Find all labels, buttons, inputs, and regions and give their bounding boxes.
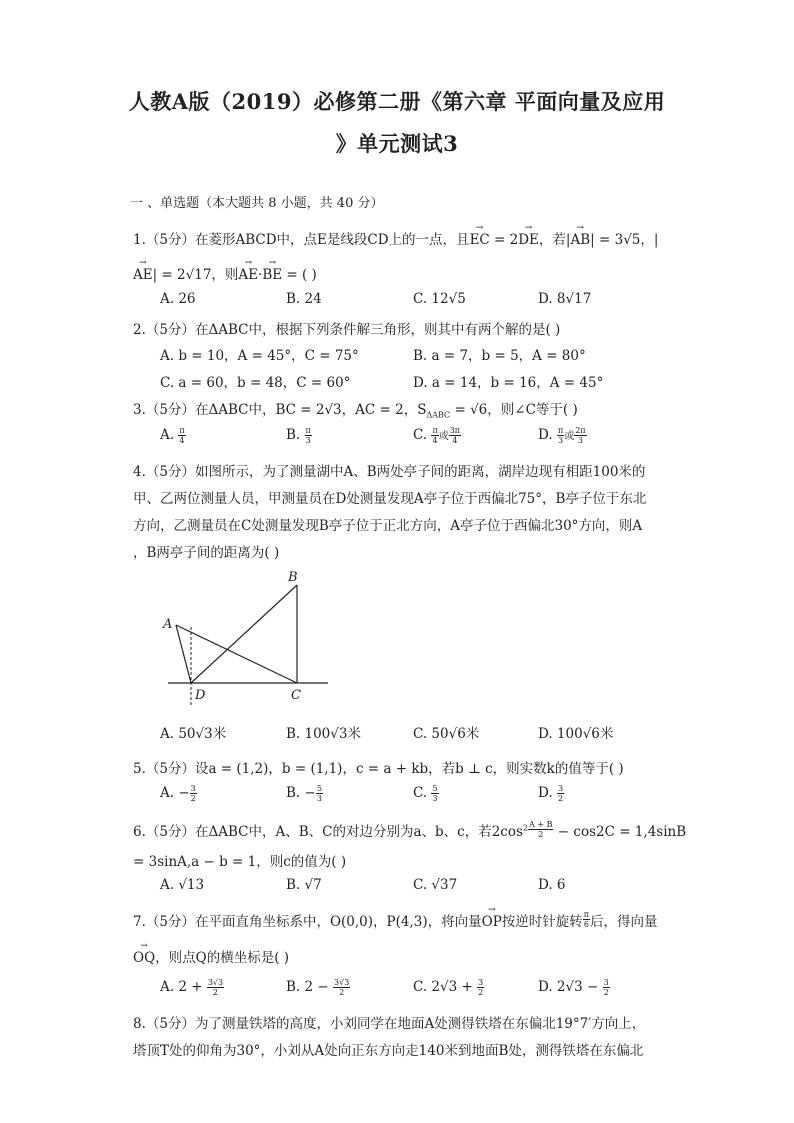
q3-option-d: D. $\frac{\pi}{3}$ 或 $\frac{2\pi}{3}$ [538,426,586,445]
label-D: D [195,688,206,703]
q7-option-a: A. 2 + $\frac{3√3}{2}$ [160,978,224,997]
q5-option-b: B. − $\frac{5}{3}$ [286,784,322,803]
q8-line1: 8.（5分）为了测量铁塔的高度，小刘同学在地面A处测得铁塔在东偏北19°7′方向上， [133,1016,646,1032]
q2-option-b: B. a = 7，b = 5，A = 80° [413,348,586,364]
q2-stem: 2.（5分）在ΔABC中，根据下列条件解三角形，则其中有两个解的是( ) [133,322,561,338]
label-A: A [163,617,173,632]
q7-option-d: D. 2√3 − $\frac{3}{2}$ [538,978,609,997]
q4-line1: 4.（5分）如图所示，为了测量湖中A、B两处亭子间的距离，湖岸边现有相距100米的 [133,464,646,480]
q1-option-b: B. 24 [286,291,322,307]
q6-option-b: B. √7 [286,877,322,893]
q7-option-b: B. 2 − $\frac{3√3}{2}$ [286,978,350,997]
q7-line2: → OQ，则点Q的横坐标是( ) [133,946,289,966]
doc-title-line1: 人教A版（2019）必修第二册《第六章 平面向量及应用 [128,89,666,114]
label-C: C [291,688,301,703]
q1-option-a: A. 26 [160,291,196,307]
q6-line2: = 3sinA,a − b = 1，则c的值为( ) [133,854,347,870]
q7-option-c: C. 2√3 + $\frac{3}{2}$ [413,978,484,997]
q4-option-a: A. 50√3米 [160,726,227,742]
q4-option-c: C. 50√6米 [413,726,480,742]
q1-line2: → AE| = 2√17，则→ AE·→ BE = ( ) [133,263,317,283]
q4-option-b: B. 100√3米 [286,726,361,742]
q2-option-d: D. a = 14，b = 16，A = 45° [413,375,604,391]
segment-AD [176,625,191,683]
q4-line4: ，B两亭子间的距离为( ) [133,545,280,561]
section-heading: 一 、单选题（本大题共 8 小题，共 40 分） [130,196,384,211]
q2-option-a: A. b = 10，A = 45°，C = 75° [160,348,359,364]
q2-option-c: C. a = 60，b = 48，C = 60° [160,375,351,391]
q4-option-d: D. 100√6米 [538,726,614,742]
q4-figure [160,565,335,710]
q4-line2: 甲、乙两位测量人员，甲测量员在D处测量发现A亭子位于西偏北75°，B亭子位于东北 [133,491,647,507]
q8-line2: 塔顶T处的仰角为30°，小刘从A处向正东方向走140米到地面B处，测得铁塔在东偏北 [133,1043,644,1059]
doc-title-line2: 》单元测试3 [335,131,459,156]
q4-line3: 方向，乙测量员在C处测量发现B亭子位于正北方向，A亭子位于西偏北30°方向，则A [133,518,643,534]
q1-option-d: D. 8√17 [538,291,592,307]
q5-option-c: C. $\frac{5}{3}$ [413,784,438,803]
q5-option-a: A. − $\frac{3}{2}$ [160,784,196,803]
q3-option-c: C. $\frac{\pi}{4}$ 或 $\frac{3\pi}{4}$ [413,426,461,445]
segment-DB [191,585,297,683]
q3-stem: 3.（5分）在ΔABC中，BC = 2√3，AC = 2，$S_{\Delta ABC} = √6$，则∠C等于( ) [133,402,578,420]
q3-option-a: A. $\frac{\pi}{4}$ [160,426,185,445]
q6-line1: 6.（5分）在ΔABC中，A、B、C的对边分别为a、b、c，若$2\cos^2$ $\frac{A + B}{2}$ − cos2C = 1,4sinB [133,820,687,840]
q5-option-d: D. $\frac{3}{2}$ [538,784,564,803]
segment-AC [176,625,297,683]
q6-option-a: A. √13 [160,877,205,893]
q1-option-c: C. 12√5 [413,291,466,307]
q3-option-b: B. $\frac{\pi}{3}$ [286,426,311,445]
label-B: B [288,570,298,585]
q5-stem: 5.（5分）设a = (1,2)，b = (1,1)，c = a + kb，若b ⊥ c，则实数k的值等于( ) [133,761,624,777]
q7-line1: 7.（5分）在平面直角坐标系中，O(0,0)，P(4,3)，将向量→ OP按逆时针旋转 $\frac{\pi}{6}$ 后，得向量 [133,910,658,930]
q1-line1: 1.（5分）在菱形ABCD中，点E是线段CD上的一点，且→ EC = 2→ DE，若|→ AB| = 3√5，| [133,228,658,248]
q6-option-d: D. 6 [538,877,566,893]
q6-option-c: C. √37 [413,877,458,893]
